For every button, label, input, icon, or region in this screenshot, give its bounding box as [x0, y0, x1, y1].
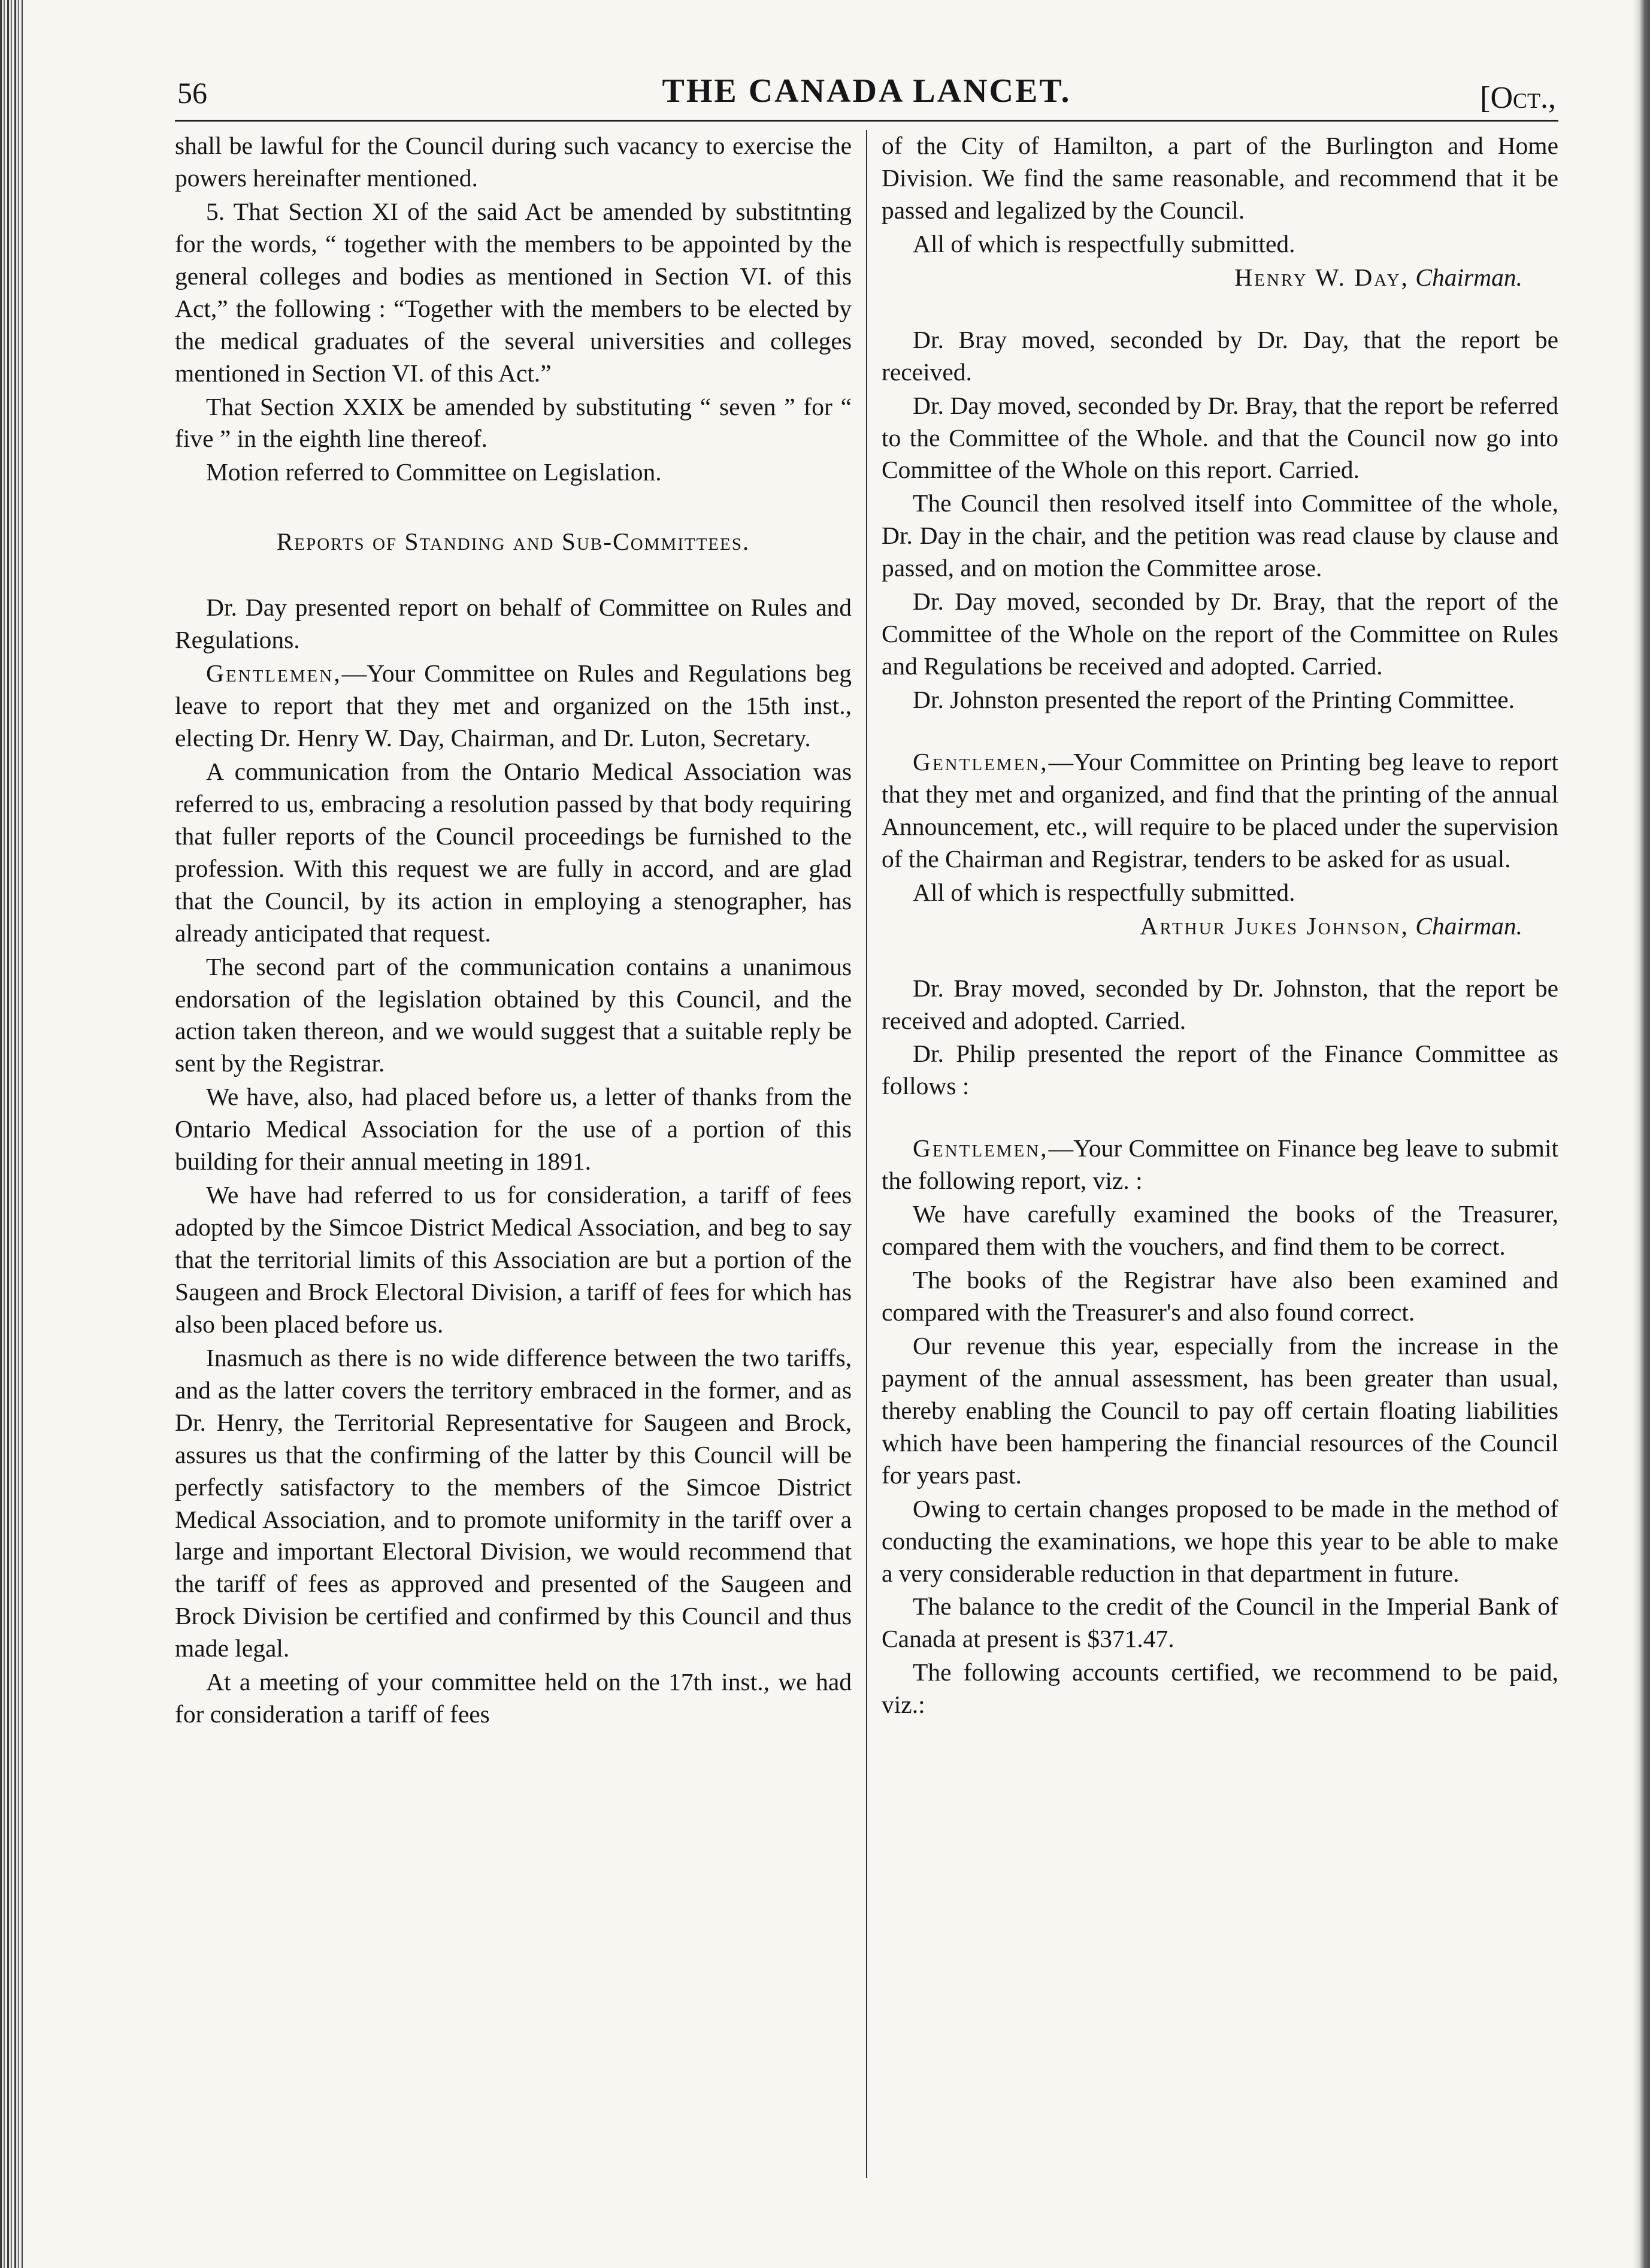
paragraph: Our revenue this year, especially from the increase in the payment of the annual assessment, has been greater than usual, thereby enabling the Council to pay off certain floating liabilities which have been hampering the financial resources of the Council for years past. — [882, 1331, 1558, 1489]
paragraph: shall be lawful for the Council during such vacancy to exercise the powers hereinafter mentioned. — [175, 132, 852, 192]
paragraph: A communication from the Ontario Medical Association was referred to us, embracing a resolution passed by that body requiring that fuller reports of the Council proceedings be furnished to the profession. With this request we are fully in accord, and are glad that the Council, by its action in employing a stenographer, has already anticipated that request. — [175, 757, 852, 947]
running-title: THE CANADA LANCET. — [662, 72, 1071, 110]
signature-line — [882, 910, 1558, 943]
scan-edge-right — [1632, 0, 1650, 2268]
text-columns — [175, 130, 1558, 2196]
right-column — [882, 130, 1558, 1722]
column-divider — [866, 130, 867, 2178]
issue-month: [Oct., — [1480, 81, 1556, 115]
paragraph — [882, 746, 1558, 876]
paragraph-text: —Your Committee on Finance beg leave to submit the following report, viz. : — [882, 1134, 1558, 1195]
paragraph: Dr. Johnston presented the report of the Printing Committee. — [913, 686, 1515, 713]
paragraph: of the City of Hamilton, a part of the Burlington and Home Division. We find the same reasonable, and recommend that it be passed and legalized by the Council. — [882, 132, 1558, 224]
paragraph — [175, 658, 852, 755]
paragraph: The second part of the communication contains a unanimous endorsation of the legislation obtained by this Council, and the action taken thereon, and we would suggest that a suitable reply be sent by the Registrar. — [175, 952, 852, 1077]
paragraph: We have had referred to us for consideration, a tariff of fees adopted by the Simcoe District Medical Association, and beg to say that the territorial limits of this Association are but a portion of the Saugeen and Brock Electoral Division, a tariff of fees for which has also been placed before us. — [175, 1181, 852, 1338]
journal-page — [175, 72, 1558, 2204]
signature-line — [882, 262, 1558, 294]
paragraph: The books of the Registrar have also been examined and compared with the Treasurer's and also found correct. — [882, 1266, 1558, 1326]
scan-edge-left — [0, 0, 23, 2268]
paragraph: That Section XXIX be amended by substituting “ seven ” for “ five ” in the eighth line thereof. — [175, 392, 852, 453]
signatory-name: Arthur Jukes Johnson, — [1140, 912, 1409, 940]
paragraph: Dr. Bray moved, seconded by Dr. Johnston, that the report be received and adopted. Carried. — [882, 974, 1558, 1034]
signatory-title: Chairman. — [1415, 263, 1522, 291]
paragraph: Dr. Philip presented the report of the Finance Committee as follows : — [882, 1040, 1558, 1100]
paragraph: Dr. Bray moved, seconded by Dr. Day, that the report be received. — [882, 325, 1558, 386]
paragraph: Inasmuch as there is no wide difference between the two tariffs, and as the latter covers the territory embraced in the former, and as Dr. Henry, the Territorial Representative for Saugeen and Brock, assures us that the confirming of the latter by this Council will be perfectly satisfactory to the members of the Simcoe District Medical Association, and to promote uniformity in the tariff over a large and important Electoral Division, we would recommend that the tariff of fees as approved and presented of the Saugeen and Brock Division be certified and confirmed by this Council and thus made legal. — [175, 1343, 852, 1663]
paragraph: At a meeting of your committee held on the 17th inst., we had for consideration a tariff of fees — [175, 1668, 852, 1728]
signatory-name: Henry W. Day, — [1234, 263, 1409, 291]
paragraph: Owing to certain changes proposed to be made in the method of conducting the examinations, we hope this year to be able to make a very considerable reduction in that department in future. — [882, 1494, 1558, 1587]
paragraph-text: —Your Committee on Printing beg leave to report that they met and organized, and find that the printing of the annual Announcement, etc., will require to be placed under the supervision of the Chairman and Registrar, tenders to be asked for as usual. — [882, 747, 1558, 873]
paragraph: We have carefully examined the books of the Treasurer, compared them with the vouchers, and find them to be correct. — [882, 1200, 1558, 1261]
page-number: 56 — [177, 76, 207, 110]
salutation: Gentlemen, — [913, 1134, 1049, 1162]
paragraph-text: —Your Committee on Rules and Regulations beg leave to report that they met and organized on the 15th inst., electing Dr. Henry W. Day, Chairman, and Dr. Luton, Secretary. — [175, 659, 852, 752]
paragraph: 5. That Section XI of the said Act be amended by substitnting for the words, “ together with the members to be appointed by the general colleges and bodies as mentioned in Section VI. of this Act,” the following : “Together with the members to be elected by the medical graduates of the several universities and colleges mentioned in Section VI. of this Act.” — [175, 197, 852, 387]
salutation: Gentlemen, — [206, 659, 342, 688]
paragraph — [882, 1133, 1558, 1197]
paragraph: The balance to the credit of the Council in the Imperial Bank of Canada at present is $371.47. — [882, 1592, 1558, 1653]
salutation: Gentlemen, — [913, 747, 1049, 776]
page-header — [175, 72, 1558, 122]
signatory-title: Chairman. — [1415, 912, 1522, 940]
left-column — [175, 130, 852, 1732]
paragraph: Dr. Day presented report on behalf of Committee on Rules and Regulations. — [175, 594, 852, 654]
paragraph: The following accounts certified, we recommend to be paid, viz.: — [882, 1658, 1558, 1719]
paragraph: All of which is respectfully submitted. — [913, 229, 1295, 258]
paragraph: All of which is respectfully submitted. — [913, 878, 1295, 906]
paragraph: The Council then resolved itself into Committee of the whole, Dr. Day in the chair, and the petition was read clause by clause and passed, and on motion the Committee arose. — [882, 489, 1558, 582]
paragraph: Motion referred to Committee on Legislation. — [206, 458, 662, 486]
section-heading: Reports of Standing and Sub-Committees. — [276, 528, 750, 556]
paragraph: We have, also, had placed before us, a letter of thanks from the Ontario Medical Association for the use of a portion of this building for their annual meeting in 1891. — [175, 1083, 852, 1176]
paragraph: Dr. Day moved, seconded by Dr. Bray, that the report be referred to the Committee of the Whole. and that the Council now go into Committee of the Whole on this report. Carried. — [882, 391, 1558, 484]
paragraph: Dr. Day moved, seconded by Dr. Bray, that the report of the Committee of the Whole on the report of the Committee on Rules and Regulations be received and adopted. Carried. — [882, 588, 1558, 680]
